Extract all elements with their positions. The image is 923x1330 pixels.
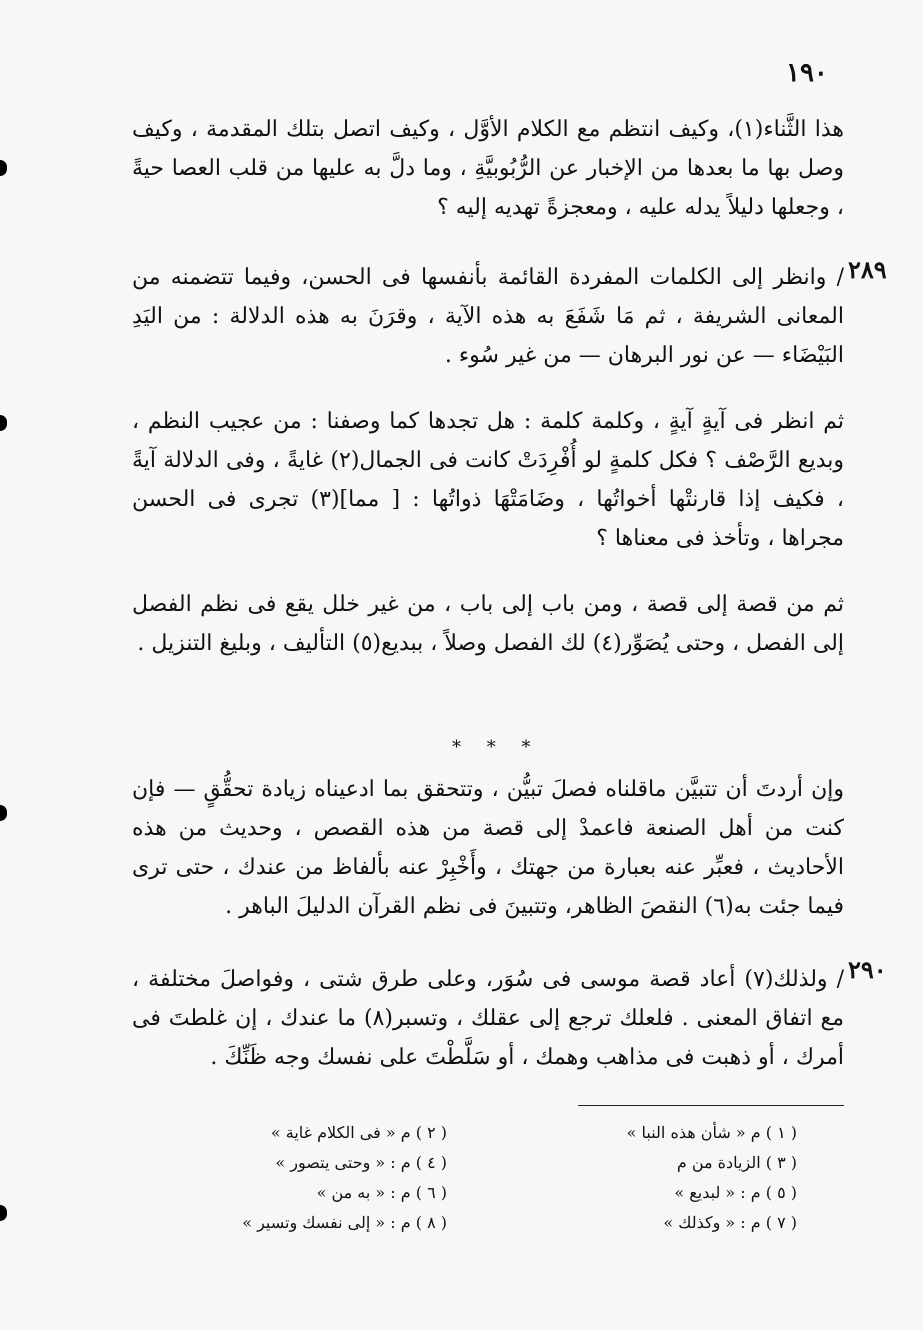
- paragraph-1: هذا الثَّناء(١)، وكيف انتظم مع الكلام الأوَّل ، وكيف اتصل بتلك المقدمة ، وكيف وصل بها ما بعدها من الإخبار عن الرُّبُوبيَّةِ ، وما دلَّ به عليها من قلب العصا حيةً ، وجعلها دليلاً يدله عليه ، ومعجزةً تهديه إليه ؟: [132, 117, 844, 220]
- paragraph-2: / وانظر إلى الكلمات المفردة القائمة بأنفسها فى الحسن، وفيما تتضمنه من المعانى الشريفة ، ثم مَا شَفَعَ به هذه الآية ، وقرَنَ به هذه الدلالة : من اليَدِ البَيْضَاء — عن نور البرهان — من غير سُوء .: [132, 265, 844, 368]
- scan-edge-mark: [0, 1205, 7, 1221]
- footnote-7: ( ٧ ) م : « وكذلك »: [663, 1213, 797, 1232]
- paragraph-4: ثم من قصة إلى قصة ، ومن باب إلى باب ، من غير خلل يقع فى نظم الفصل إلى الفصل ، وحتى يُصَوِّر(٤) لك الفصل وصلاً ، ببديع(٥) التأليف ، وبليغ التنزيل .: [132, 592, 844, 656]
- footnotes-left-column: [242, 1118, 447, 1238]
- footnote-3: ( ٣ ) الزيادة من م: [676, 1153, 797, 1172]
- paragraph-5: وإن أردتَ أن تتبيَّن ماقلناه فصلَ تبيُّن ، وتتحقق بما ادعيناه زيادة تحقُّقٍ — فإن كنت من أهل الصنعة فاعمدْ إلى قصة من هذه القصص ، وحديث من هذه الأحاديث ، فعبِّر عنه بعبارة من جهتك ، وأَخْبِرْ عنه بألفاظ من عندك ، حتى ترى فيما جئت به(٦) النقصَ الظاهر، وتتبينَ فى نظم القرآن الدليلَ الباهر .: [132, 777, 844, 919]
- footnote-1: ( ١ ) م « شأن هذه النبا »: [626, 1123, 797, 1142]
- margin-number-290: ٢٩٠: [848, 955, 887, 984]
- footnote-4: ( ٤ ) م : « وحتى يتصور »: [275, 1153, 447, 1172]
- footnote-2: ( ٢ ) م « فى الكلام غاية »: [270, 1123, 447, 1142]
- section-separator: * * *: [452, 737, 541, 758]
- footnote-divider: [578, 1105, 844, 1106]
- scan-edge-mark: [0, 415, 7, 431]
- paragraph-3: ثم انظر فى آيةٍ آيةٍ ، وكلمة كلمة : هل تجدها كما وصفنا : من عجيب النظم ، وبديع الرَّصْف ؟ فكل كلمةٍ لو أُفْرِدَتْ كانت فى الجمال(٢) غايةً ، وفى الدلالة آيةً ، فكيف إذا قارنتْها أخواتُها ، وضَامَتْهَا ذواتُها : [ مما](٣) تجرى فى الحسن مجراها ، وتأخذ فى معناها ؟: [132, 409, 844, 551]
- paragraph-6: / ولذلك(٧) أعاد قصة موسى فى سُوَر، وعلى طرق شتى ، وفواصلَ مختلفة ، مع اتفاق المعنى . فلعلك ترجع إلى عقلك ، وتسبر(٨) ما عندك ، إن غلطتَ فى أمرك ، أو ذهبت فى مذاهب وهمك ، أو سَلَّطْتَ على نفسك وجه ظَنِّكَ .: [132, 967, 845, 1070]
- scan-edge-mark: [0, 160, 7, 176]
- footnote-5: ( ٥ ) م : « لبديع »: [674, 1183, 797, 1202]
- footnotes-right-column: [627, 1118, 797, 1238]
- footnote-6: ( ٦ ) م : « به من »: [316, 1183, 447, 1202]
- page-number: ١٩٠: [786, 58, 828, 88]
- margin-number-289: ٢٨٩: [848, 255, 887, 284]
- scan-edge-mark: [0, 805, 7, 821]
- footnote-8: ( ٨ ) م : « إلى نفسك وتسير »: [242, 1213, 447, 1232]
